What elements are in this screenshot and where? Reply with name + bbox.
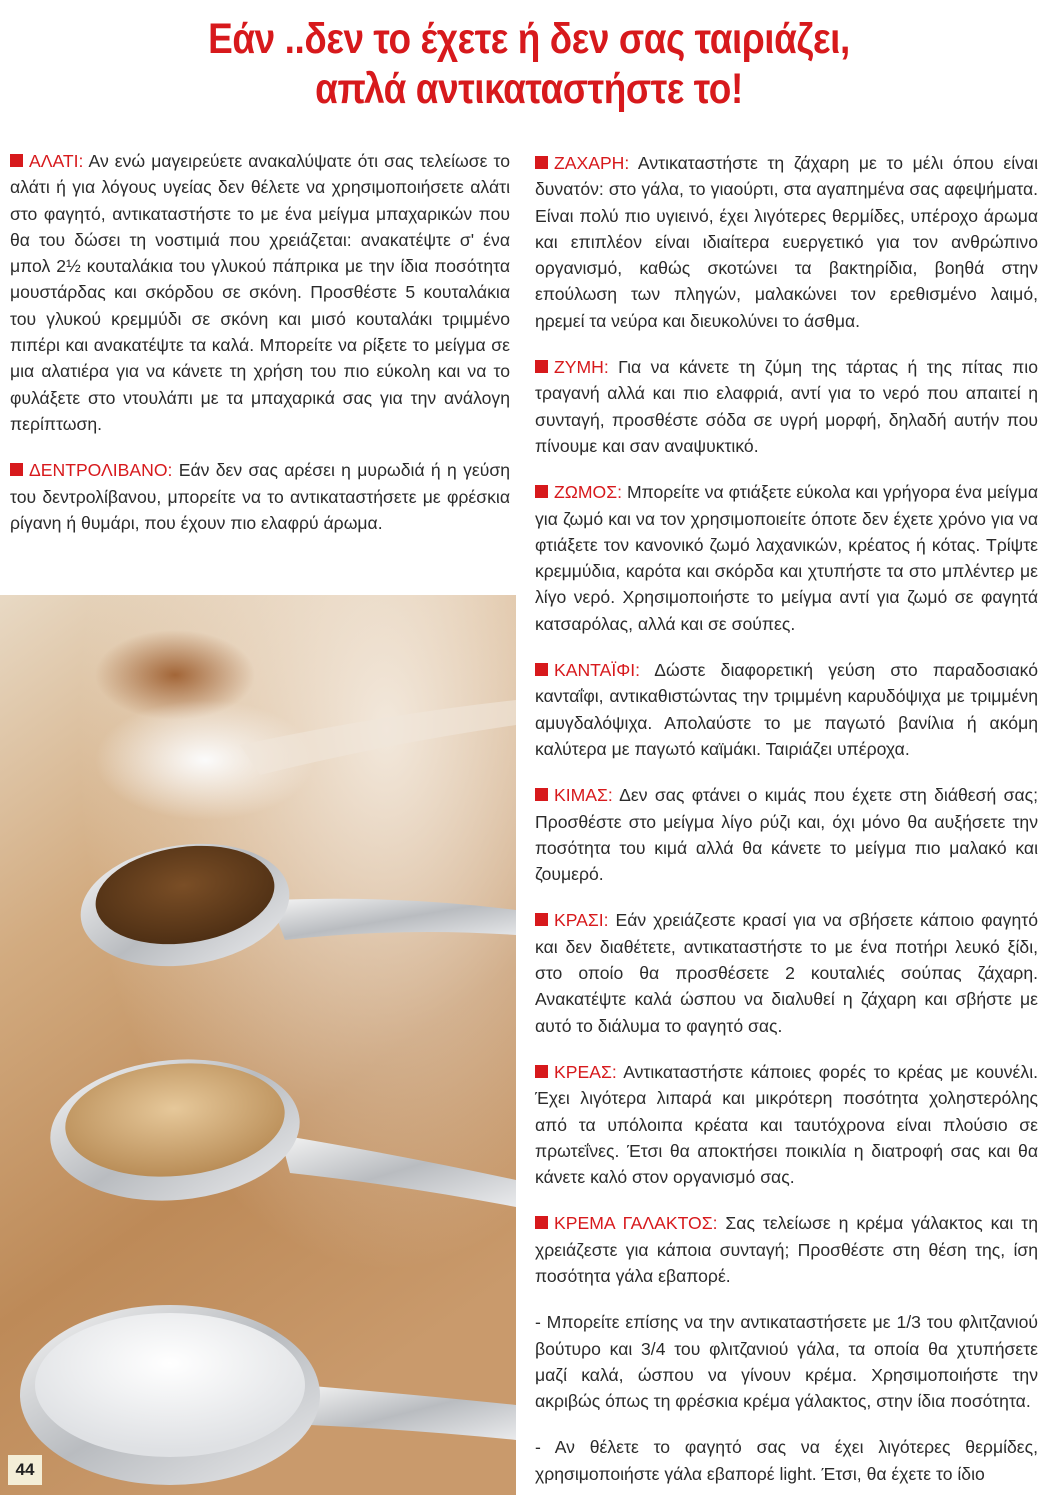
tip-paragraph	[535, 1309, 1038, 1414]
tip-text: Αντικαταστήστε κάποιες φορές το κρέας με κουνέλι. Έχει λιγότερα λιπαρά και μικρότερη ποσότητα χοληστερόλης από τα υπόλοιπα κρέατα και ταυτόχρονα είναι πλούσιο σε πρωτεΐνες. Έτσι θα αποκτήσει ποικιλία η διατροφή σας και θα κάνετε καλό στον οργανισμό σας.	[535, 1061, 1038, 1188]
title-line-2: απλά αντικαταστήστε το!	[315, 65, 743, 113]
tip-heading: ΑΛΑΤΙ:	[29, 151, 84, 171]
sugar-spoons-photo	[0, 595, 516, 1495]
tip-text: Αντικαταστήστε τη ζάχαρη με το μέλι όπου είναι δυνατόν: στο γάλα, το γιαούρτι, στα αγαπημένα σας αφεψήματα. Είναι πολύ πιο υγιεινό, έχει λιγότερες θερμίδες, υπέροχο άρωμα και επιπλέον είναι ιδιαίτερα ευεργετικό για τον ανθρώπινο οργανισμό, καθώς σκοτώνει τα βακτηρίδια, βοηθά στην επούλωση των πληγών, μαλακώνει τον ερεθισμένο λαιμό, ηρεμεί τα νεύρα και διευκολύνει το άσθμα.	[535, 153, 1038, 331]
tip-heading: ΚΡΕΑΣ:	[554, 1061, 617, 1082]
tip-heading: ΖΥΜΗ:	[554, 357, 609, 378]
tip-paragraph	[10, 457, 510, 536]
tip-heading: ΔΕΝΤΡΟΛΙΒΑΝΟ:	[29, 460, 173, 481]
tip-heading: ΖΩΜΟΣ:	[554, 482, 623, 503]
tip-text: Εάν δεν σας αρέσει η μυρωδιά ή η γεύση του δεντρολίβανου, μπορείτε να το αντικαταστήσετε με φρέσκια ρίγανη ή θυμάρι, που έχουν πιο ελαφρύ άρωμα.	[10, 460, 510, 533]
bullet-square-icon	[535, 1065, 548, 1078]
tip-heading: ΚΑΝΤΑΪΦΙ:	[554, 660, 641, 681]
page-title	[74, 14, 984, 114]
tip-paragraph	[535, 479, 1038, 637]
tip-text: Για να κάνετε τη ζύμη της τάρτας ή της πίτας πιο τραγανή αλλά και πιο ελαφριά, αντί για το νερό που απαιτεί η συνταγή, προσθέστε σόδα σε υγρή μορφή, δηλαδή αυτήν που πίνουμε και σαν αναψυκτικό.	[535, 357, 1038, 456]
tip-heading: ΚΡΕΜΑ ΓΑΛΑΚΤΟΣ:	[554, 1213, 718, 1234]
tip-heading: ΖΑΧΑΡΗ:	[554, 153, 630, 173]
tip-text: Αν ενώ μαγειρεύετε ανακαλύψατε ότι σας τελείωσε το αλάτι ή για λόγους υγείας δεν θέλετε να χρησιμοποιήσετε αλάτι στο φαγητό, αντικαταστήστε το με ένα μείγμα μπαχαρικών που θα του δώσει τη νοστιμιά που χρειάζεται: ανακατέψτε σ' ένα μπολ 2½ κουταλάκια του γλυκού πάπρικα με την ίδια ποσότητα μουστάρδας και σκόρδου σε σκόνη. Προσθέστε 5 κουταλάκια του γλυκού κρεμμύδι σε σκόνη και μισό κουταλάκι τριμμένο πιπέρι και ανακατέψτε τα καλά. Μπορείτε να ρίξετε το μείγμα σε μια αλατιέρα για να κάνετε τη χρήση του πιο εύκολη και να το φυλάξετε στο ντουλάπι με τα μπαχαρικά σας για την ανάλογη περίπτωση.	[10, 151, 510, 434]
bullet-square-icon	[10, 154, 23, 167]
tip-text: - Αν θέλετε το φαγητό σας να έχει λιγότερες θερμίδες, χρησιμοποιήστε γάλα εβαπορέ light. Έτσι, θα έχετε το ίδιο	[535, 1437, 1038, 1484]
left-column	[10, 148, 510, 556]
bullet-square-icon	[535, 663, 548, 676]
tip-heading: ΚΙΜΑΣ:	[554, 785, 613, 806]
tip-paragraph	[535, 354, 1038, 459]
tip-paragraph	[535, 1434, 1038, 1487]
tip-paragraph	[535, 150, 1038, 334]
right-column	[535, 150, 1038, 1507]
tip-paragraph	[535, 1059, 1038, 1190]
title-line-1: Εάν ..δεν το έχετε ή δεν σας ταιριάζει,	[208, 15, 850, 63]
bullet-square-icon	[10, 463, 23, 476]
tip-heading: ΚΡΑΣΙ:	[554, 910, 609, 931]
tip-text: Δώστε διαφορετική γεύση στο παραδοσιακό κανταΐφι, αντικαθιστώντας την τριμμένη καρυδόψιχα με τριμμένη αμυγδαλόψιχα. Απολαύστε το με παγωτό βανίλια ή ακόμη καλύτερα με παγωτό καϊμάκι. Ταιριάζει υπέροχα.	[535, 660, 1038, 759]
page-number: 44	[8, 1455, 42, 1485]
tip-text: Μπορείτε να φτιάξετε εύκολα και γρήγορα ένα μείγμα για ζωμό και να τον χρησιμοποιείτε όποτε δεν έχετε χρόνο για να φτιάξετε τον κανονικό ζωμό λαχανικών, κρέατος ή κότας. Τρίψτε κρεμμύδια, καρότα και σκόρδα και χτυπήστε τα στο μπλέντερ με λίγο νερό. Χρησιμοποιήστε το μείγμα αντί για ζωμό σε φαγητά κατσαρόλας, αλλά και σε σούπες.	[535, 482, 1038, 634]
tip-paragraph	[535, 907, 1038, 1038]
bullet-square-icon	[535, 485, 548, 498]
tip-paragraph	[535, 1210, 1038, 1289]
tip-text: Εάν χρειάζεστε κρασί για να σβήσετε κάποιο φαγητό και δεν διαθέτετε, αντικαταστήστε το με ένα ποτήρι λευκό ξίδι, στο οποίο θα προσθέσετε 2 κουταλιές σούπας ζάχαρη. Ανακατέψτε καλά ώσπου να διαλυθεί η ζάχαρη και σβήστε με αυτό το διάλυμα το φαγητό σας.	[535, 910, 1038, 1036]
tip-paragraph	[10, 148, 510, 437]
tip-text: Δεν σας φτάνει ο κιμάς που έχετε στη διάθεσή σας; Προσθέστε στο μείγμα λίγο ρύζι και, όχι μόνο θα αυξήσετε την ποσότητα του κιμά αλλά θα κάνετε το μείγμα πιο μαλακό και ζουμερό.	[535, 785, 1038, 885]
bullet-square-icon	[535, 360, 548, 373]
bullet-square-icon	[535, 788, 548, 801]
bullet-square-icon	[535, 1216, 548, 1229]
spoons-illustration	[0, 595, 516, 1495]
tip-text: Σας τελείωσε η κρέμα γάλακτος και τη χρειάζεστε για κάποια συνταγή; Προσθέστε στη θέση της, ίση ποσότητα γάλα εβαπορέ.	[535, 1213, 1039, 1286]
bullet-square-icon	[535, 913, 548, 926]
bullet-square-icon	[535, 156, 548, 169]
tip-paragraph	[535, 657, 1038, 762]
tip-paragraph	[535, 782, 1038, 887]
tip-text: - Μπορείτε επίσης να την αντικαταστήσετε με 1/3 του φλιτζανιού βούτυρο και 3/4 του φλιτζανιού γάλα, τα οποία θα χτυπήσετε μαζί καλά, ώσπου να γίνουν κρέμα. Χρησιμοποιήστε την ακριβώς όπως τη φρέσκια κρέμα γάλακτος, στην ίδια ποσότητα.	[535, 1312, 1038, 1412]
